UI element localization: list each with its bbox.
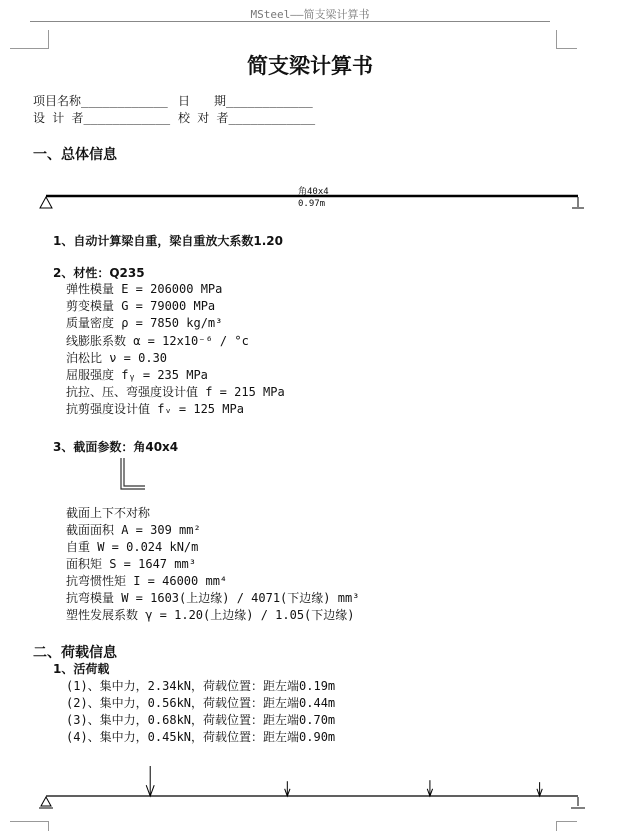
document-title: 简支梁计算书 bbox=[247, 53, 373, 78]
live-load-heading: 1、活荷载 bbox=[53, 662, 110, 676]
angle-section-icon bbox=[121, 458, 145, 489]
material-line: 弹性模量 E = 206000 MPa bbox=[66, 282, 223, 296]
section-line: 抗弯模量 W = 1603(上边缘) / 4071(下边缘) mm³ bbox=[66, 591, 360, 605]
material-heading: 2、材性：Q235 bbox=[53, 266, 145, 280]
material-line: 屈服强度 fᵧ = 235 MPa bbox=[66, 368, 208, 383]
section-line: 截面面积 A = 309 mm² bbox=[66, 523, 201, 537]
pin-support-icon bbox=[40, 197, 52, 208]
section-general-heading: 一、总体信息 bbox=[33, 147, 117, 163]
date-field[interactable]: 日 期____________ bbox=[178, 94, 313, 108]
section-line: 面积矩 S = 1647 mm³ bbox=[66, 557, 196, 571]
point-load-arrow bbox=[427, 780, 432, 796]
material-line: 质量密度 ρ = 7850 kg/m³ bbox=[66, 316, 223, 331]
load-item: (1)、集中力，2.34kN，荷载位置：距左端0.19m bbox=[66, 679, 336, 693]
material-line: 线膨胀系数 α = 12x10⁻⁶ / °c bbox=[66, 333, 249, 348]
material-line: 抗拉、压、弯强度设计值 f = 215 MPa bbox=[66, 385, 285, 400]
load-item: (2)、集中力，0.56kN，荷载位置：距左端0.44m bbox=[66, 696, 336, 710]
point-load-arrow bbox=[146, 766, 154, 796]
beam-diagram-1 bbox=[40, 196, 584, 208]
section-params-heading: 3、截面参数：角40x4 bbox=[53, 440, 179, 454]
beam-section-label: 角40x4 bbox=[298, 187, 329, 197]
point-load-arrow bbox=[537, 782, 542, 796]
project-name-field[interactable]: 项目名称____________ bbox=[33, 94, 168, 108]
section-line: 塑性发展系数 γ = 1.20(上边缘) / 1.05(下边缘) bbox=[66, 608, 355, 622]
point-load-arrow bbox=[285, 781, 290, 796]
beam-diagram-2 bbox=[39, 766, 585, 808]
designer-field[interactable]: 设 计 者____________ bbox=[33, 111, 171, 125]
section-line: 截面上下不对称 bbox=[66, 506, 151, 520]
self-weight-item: 1、自动计算梁自重，梁自重放大系数1.20 bbox=[53, 234, 283, 248]
beam-span-label: 0.97m bbox=[298, 199, 326, 209]
page-header: MSteel——简支梁计算书 bbox=[250, 8, 370, 21]
section-loads-heading: 二、荷载信息 bbox=[33, 645, 117, 661]
load-item: (3)、集中力，0.68kN，荷载位置：距左端0.70m bbox=[66, 713, 336, 727]
section-line: 自重 W = 0.024 kN/m bbox=[66, 540, 199, 554]
load-item: (4)、集中力，0.45kN，荷载位置：距左端0.90m bbox=[66, 730, 336, 744]
material-line: 抗剪强度设计值 fᵥ = 125 MPa bbox=[66, 402, 244, 417]
checker-field[interactable]: 校 对 者____________ bbox=[178, 111, 316, 125]
section-line: 抗弯惯性矩 I = 46000 mm⁴ bbox=[66, 574, 228, 588]
material-line: 剪变模量 G = 79000 MPa bbox=[66, 299, 216, 314]
material-line: 泊松比 ν = 0.30 bbox=[66, 350, 168, 365]
pin-support-icon bbox=[41, 797, 51, 806]
